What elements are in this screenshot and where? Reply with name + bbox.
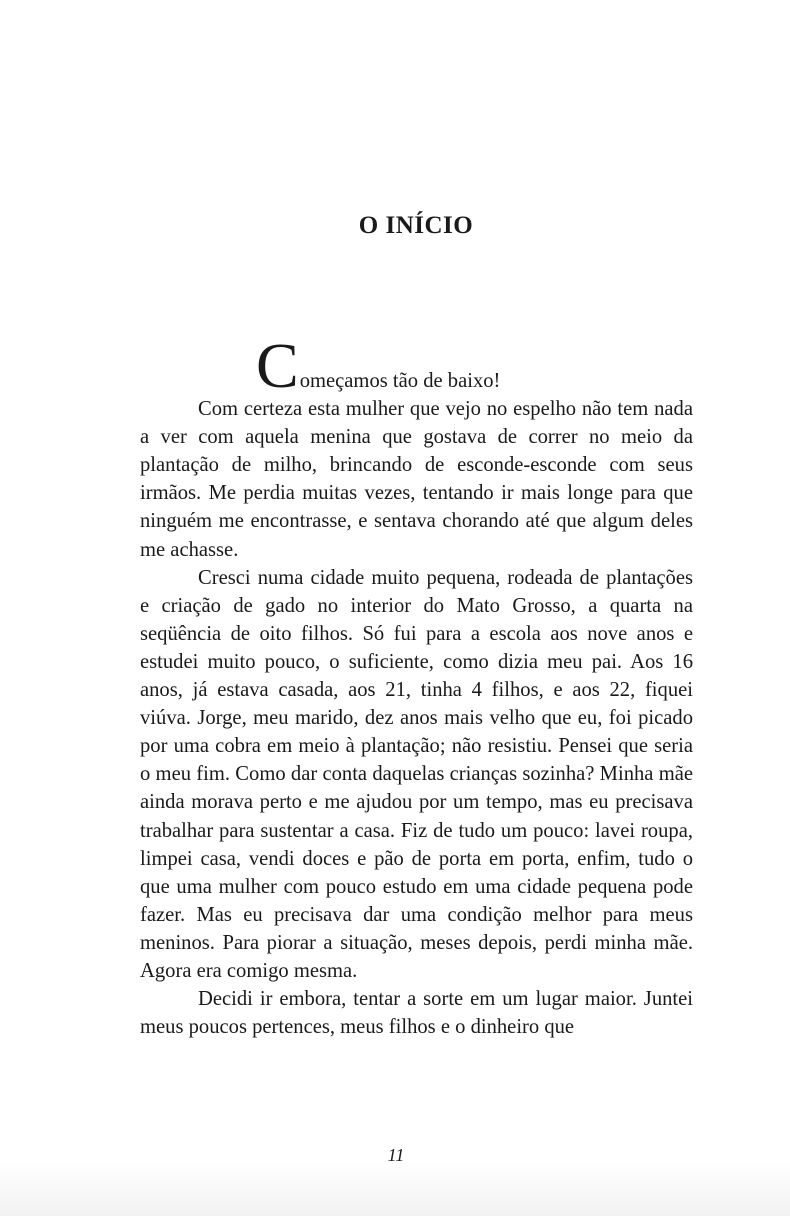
chapter-title: O INÍCIO xyxy=(358,212,474,239)
paragraph: Com certeza esta mulher que vejo no espelho não tem nada a ver com aquela menina que gostava de correr no meio da plantação de milho, brincando de esconde-esconde com seus irmãos. Me perdia muitas vezes, tentando ir mais longe para que ninguém me encontrasse, e sentava chorando até que algum deles me achasse. xyxy=(140,398,693,561)
opening-text: omeçamos tão de baixo! xyxy=(299,370,501,392)
chapter-body xyxy=(140,330,693,1041)
drop-cap: C xyxy=(256,330,299,401)
paragraph: Cresci numa cidade muito pequena, rodeada de plantações e criação de gado no interior do Mato Grosso, a quarta na seqüência de oito filhos. Só fui para a escola aos nove anos e estudei muito pouco, o suficiente, como dizia meu pai. Aos 16 anos, já estava casada, aos 21, tinha 4 filhos, e aos 22, fiquei viúva. Jorge, meu marido, dez anos mais velho que eu, foi picado por uma cobra em meio à plantação; não resistiu. Pensei que seria o meu fim. Como dar conta daquelas crianças sozinha? Minha mãe ainda morava perto e me ajudou por um tempo, mas eu precisava trabalhar para sustentar a casa. Fiz de tudo um pouco: lavei roupa, limpei casa, vendi doces e pão de porta em porta, enfim, tudo o que uma mulher com pouco estudo em uma cidade pequena pode fazer. Mas eu precisava dar uma condição melhor para meus meninos. Para piorar a situação, meses depois, perdi minha mãe. Agora era comigo mesma. xyxy=(140,566,693,982)
opening-paragraph xyxy=(140,330,693,401)
page-number: 11 xyxy=(387,1145,405,1165)
paragraph: Decidi ir embora, tentar a sorte em um lugar maior. Juntei meus poucos pertences, meus filhos e o dinheiro que xyxy=(140,988,693,1039)
